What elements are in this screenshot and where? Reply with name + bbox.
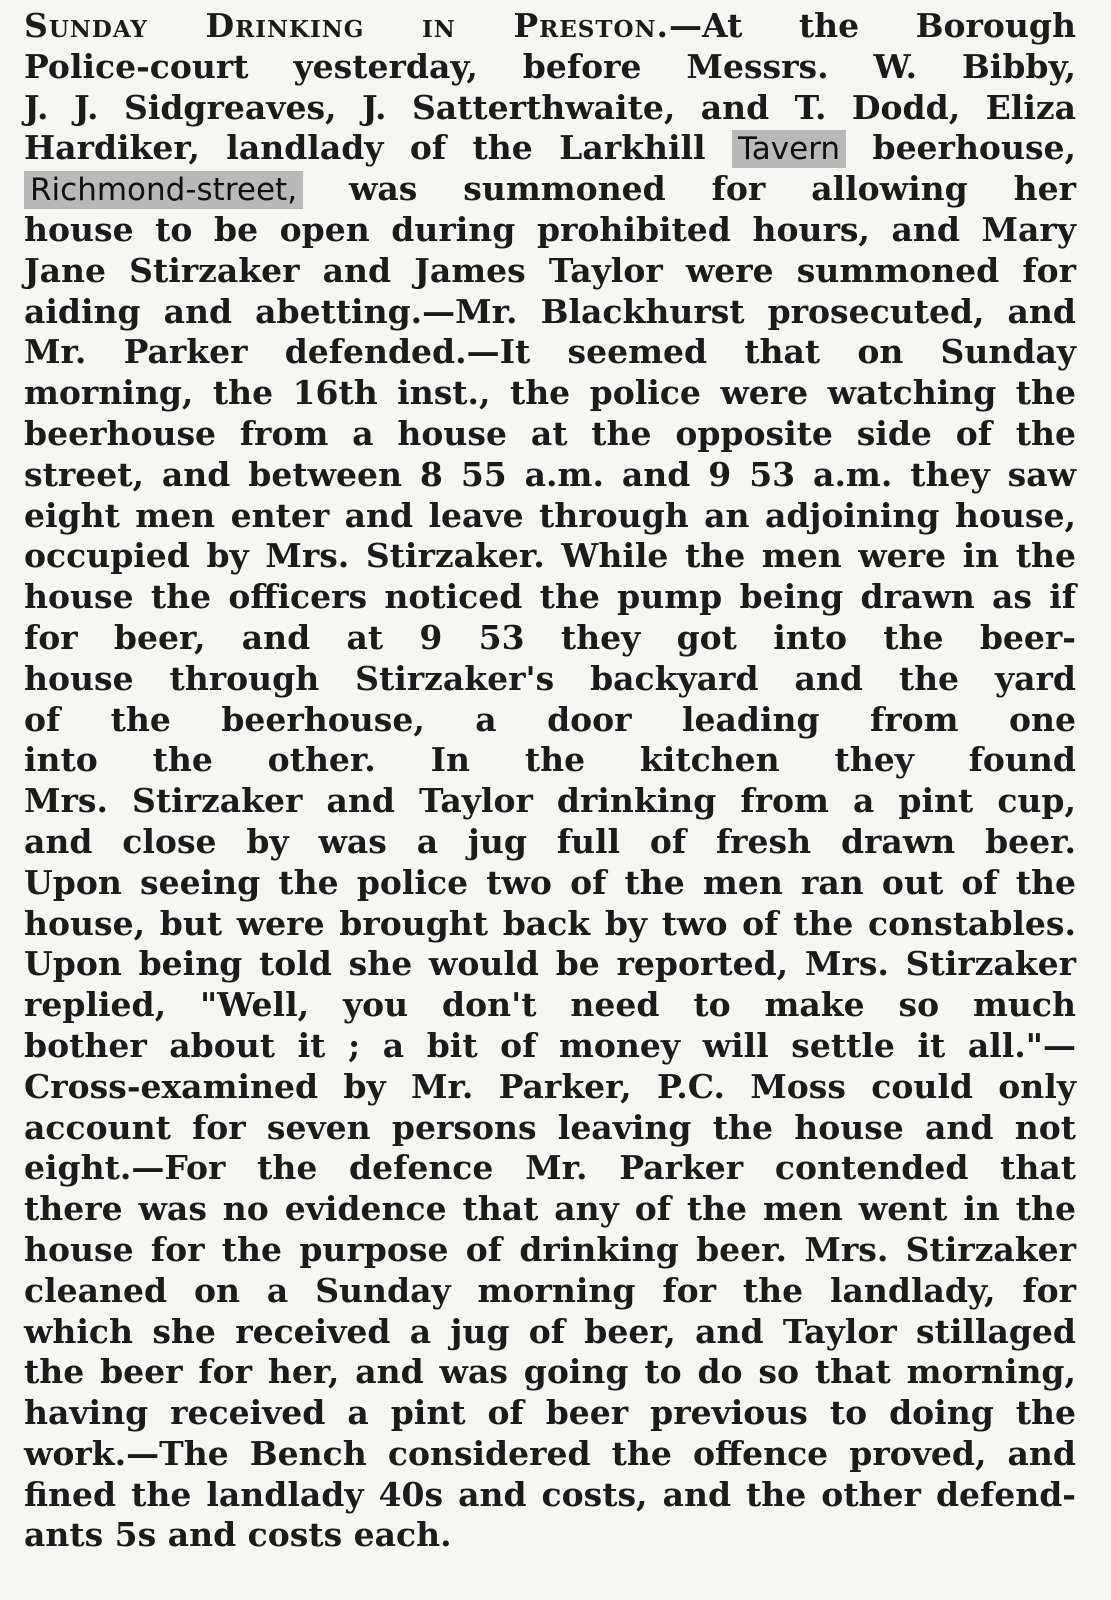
article-text: Upon seeing the police two of the men ran out of the xyxy=(24,862,1076,902)
article-line xyxy=(24,1230,1076,1271)
article-line xyxy=(24,577,1076,618)
article-text: ants 5s and costs each. xyxy=(24,1515,452,1555)
article-text: which she received a jug of beer, and Taylor stillaged xyxy=(24,1311,1076,1351)
article-text: morning, the 16th inst., the police were watching the xyxy=(24,373,1076,413)
article-text: for beer, and at 9 53 they got into the beer- xyxy=(24,617,1076,657)
article-text: Mr. Parker defended.—It seemed that on Sunday xyxy=(24,332,1076,372)
headline: Sunday Drinking in Preston. xyxy=(24,6,670,45)
article-line xyxy=(24,128,1076,169)
article-line xyxy=(24,292,1076,333)
article-line xyxy=(24,659,1076,700)
article-text: house through Stirzaker's backyard and the yard xyxy=(24,658,1076,698)
article-line xyxy=(24,1434,1076,1475)
article-line xyxy=(24,210,1076,251)
article-line xyxy=(24,781,1076,822)
article-line xyxy=(24,414,1076,455)
article-text: —At the Borough xyxy=(669,6,1076,45)
article-text: aiding and abetting.—Mr. Blackhurst prosecuted, and xyxy=(24,291,1076,331)
article-text: street, and between 8 55 a.m. and 9 53 a.m. they saw xyxy=(24,454,1076,494)
article-text: beerhouse, xyxy=(846,128,1077,168)
article-text: Jane Stirzaker and James Taylor were summoned for xyxy=(24,250,1076,290)
article-line xyxy=(24,496,1076,537)
article-text: house the officers noticed the pump being drawn as if xyxy=(24,577,1076,617)
article-line xyxy=(24,169,1076,210)
article-line xyxy=(24,1352,1076,1393)
article-text: house, but were brought back by two of the constables. xyxy=(24,903,1076,943)
article-line xyxy=(24,373,1076,414)
article-text: fined the landlady 40s and costs, and the other defend- xyxy=(24,1474,1076,1514)
article-line xyxy=(24,740,1076,781)
article-text: the beer for her, and was going to do so that morning, xyxy=(24,1352,1076,1392)
article-line xyxy=(24,618,1076,659)
article-text: J. J. Sidgreaves, J. Satterthwaite, and T. Dodd, Eliza xyxy=(24,87,1076,127)
handwritten-annotation: Richmond-street, xyxy=(24,171,303,209)
article-line xyxy=(24,1515,1076,1556)
article-line xyxy=(24,863,1076,904)
article-line xyxy=(24,1312,1076,1353)
article-body xyxy=(24,6,1076,1556)
article-line xyxy=(24,1271,1076,1312)
article-text: eight men enter and leave through an adjoining house, xyxy=(24,495,1076,535)
article-text: work.—The Bench considered the offence proved, and xyxy=(24,1433,1076,1473)
article-text: there was no evidence that any of the men went in the xyxy=(24,1189,1076,1229)
article-text: having received a pint of beer previous to doing the xyxy=(24,1393,1076,1433)
article-text: Police-court yesterday, before Messrs. W. Bibby, xyxy=(24,46,1076,86)
article-text: Upon being told she would be reported, Mrs. Stirzaker xyxy=(24,944,1076,984)
article-line xyxy=(24,1067,1076,1108)
article-text: Cross-examined by Mr. Parker, P.C. Moss could only xyxy=(24,1066,1076,1106)
article-text: and close by was a jug full of fresh drawn beer. xyxy=(24,821,1076,861)
article-text: house for the purpose of drinking beer. Mrs. Stirzaker xyxy=(24,1229,1076,1269)
article-line xyxy=(24,944,1076,985)
article-line xyxy=(24,332,1076,373)
article-line xyxy=(24,88,1076,129)
article-line xyxy=(24,536,1076,577)
article-line xyxy=(24,1475,1076,1516)
article-line xyxy=(24,1108,1076,1149)
article-line xyxy=(24,455,1076,496)
article-text: cleaned on a Sunday morning for the landlady, for xyxy=(24,1270,1076,1310)
article-text: eight.—For the defence Mr. Parker contended that xyxy=(24,1148,1076,1188)
article-text: of the beerhouse, a door leading from one xyxy=(24,699,1076,739)
article-line xyxy=(24,1026,1076,1067)
article-line xyxy=(24,6,1076,47)
article-text: occupied by Mrs. Stirzaker. While the men were in the xyxy=(24,536,1076,576)
article-line xyxy=(24,1148,1076,1189)
article-text: into the other. In the kitchen they found xyxy=(24,740,1076,780)
article-text: replied, "Well, you don't need to make so much xyxy=(24,985,1076,1025)
article-line xyxy=(24,985,1076,1026)
article-text: beerhouse from a house at the opposite side of the xyxy=(24,413,1076,453)
article-line xyxy=(24,822,1076,863)
article-line xyxy=(24,1189,1076,1230)
article-text: was summoned for allowing her xyxy=(303,169,1076,209)
article-line xyxy=(24,1393,1076,1434)
article-line xyxy=(24,251,1076,292)
handwritten-annotation: Tavern xyxy=(732,130,846,168)
article-text: Mrs. Stirzaker and Taylor drinking from a pint cup, xyxy=(24,781,1076,821)
article-line xyxy=(24,904,1076,945)
article-text: house to be open during prohibited hours, and Mary xyxy=(24,209,1076,249)
article-text: account for seven persons leaving the house and not xyxy=(24,1107,1076,1147)
article-line xyxy=(24,47,1076,88)
article-text: Hardiker, landlady of the Larkhill xyxy=(24,128,732,168)
article-text: bother about it ; a bit of money will settle it all."— xyxy=(24,1025,1076,1065)
article-line xyxy=(24,700,1076,741)
